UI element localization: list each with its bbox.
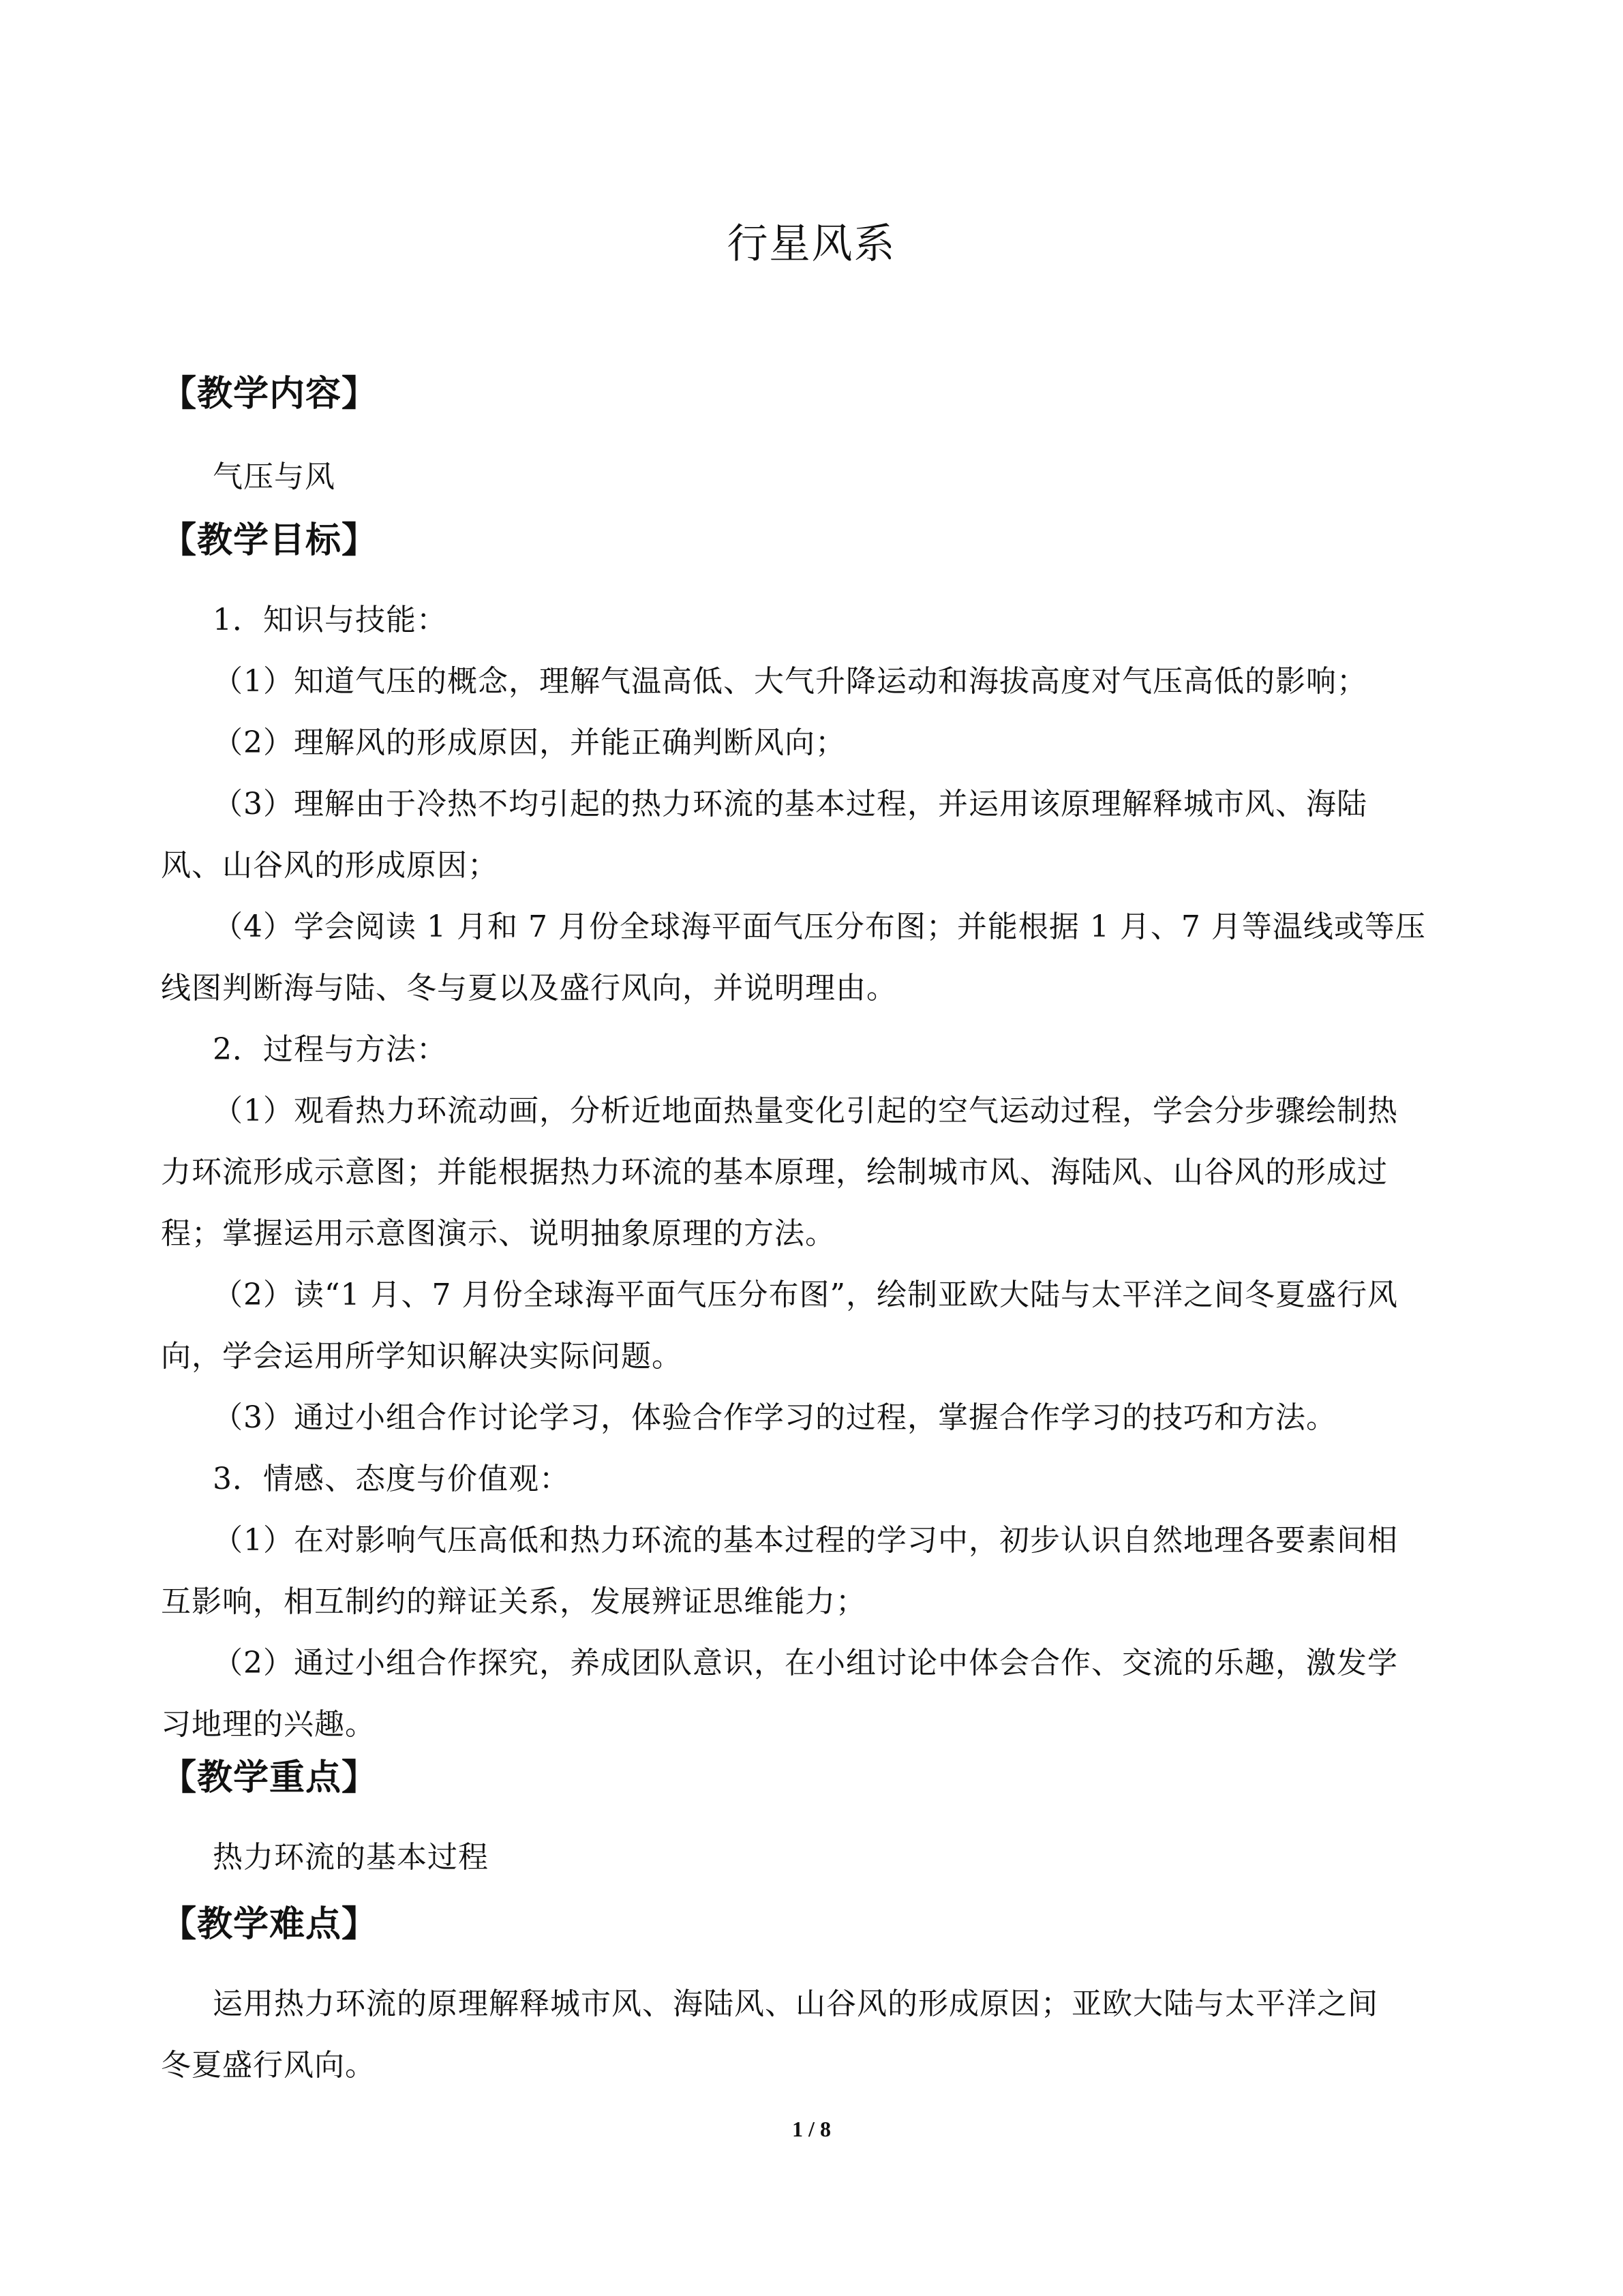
- objective-line: （2）读“1 月、7 月份全球海平面气压分布图”，绘制亚欧大陆与太平洋之间冬夏盛行风: [213, 1278, 1398, 1312]
- objective-line: 2．过程与方法：: [213, 1032, 447, 1067]
- objective-line: （3）通过小组合作讨论学习，体验合作学习的过程，掌握合作学习的技巧和方法。: [213, 1400, 1337, 1435]
- objective-line: （1）观看热力环流动画，分析近地面热量变化引起的空气运动过程，学会分步骤绘制热: [213, 1093, 1398, 1128]
- difficulties-line: 运用热力环流的原理解释城市风、海陆风、山谷风的形成原因；亚欧大陆与太平洋之间: [213, 1987, 1378, 2021]
- page-number: 1 / 8: [792, 2117, 831, 2141]
- heading-difficulties: 【教学难点】: [161, 1904, 378, 1945]
- page-title: 行星风系: [727, 220, 896, 268]
- objective-line: （2）通过小组合作探究，养成团队意识，在小组讨论中体会合作、交流的乐趣，激发学: [213, 1646, 1398, 1680]
- objective-line: （4）学会阅读 1 月和 7 月份全球海平面气压分布图；并能根据 1 月、7 月等温线或等压: [213, 909, 1426, 944]
- heading-teaching-objectives: 【教学目标】: [161, 520, 378, 561]
- objective-line: （1）知道气压的概念，理解气温高低、大气升降运动和海拔高度对气压高低的影响；: [213, 664, 1367, 699]
- teaching-content-text: 气压与风: [213, 459, 335, 494]
- objective-line: 力环流形成示意图；并能根据热力环流的基本原理，绘制城市风、海陆风、山谷风的形成过: [161, 1155, 1388, 1190]
- objective-line: 互影响，相互制约的辩证关系，发展辨证思维能力；: [161, 1584, 866, 1619]
- heading-key-points: 【教学重点】: [161, 1757, 378, 1798]
- objective-line: 1．知识与技能：: [213, 603, 447, 637]
- heading-teaching-content: 【教学内容】: [161, 374, 378, 414]
- key-points-text: 热力环流的基本过程: [213, 1840, 489, 1875]
- objective-line: 习地理的兴趣。: [161, 1707, 376, 1742]
- objective-line: 3．情感、态度与价值观：: [213, 1462, 570, 1496]
- difficulties-line: 冬夏盛行风向。: [161, 2048, 376, 2083]
- objective-line: 程；掌握运用示意图演示、说明抽象原理的方法。: [161, 1216, 836, 1251]
- objective-line: （1）在对影响气压高低和热力环流的基本过程的学习中，初步认识自然地理各要素间相: [213, 1523, 1398, 1558]
- objective-line: 向，学会运用所学知识解决实际问题。: [161, 1339, 682, 1374]
- objective-line: （2）理解风的形成原因，并能正确判断风向；: [213, 725, 846, 760]
- objective-line: 风、山谷风的形成原因；: [161, 848, 498, 883]
- objective-line: （3）理解由于冷热不均引起的热力环流的基本过程，并运用该原理解释城市风、海陆: [213, 787, 1367, 821]
- objective-line: 线图判断海与陆、冬与夏以及盛行风向，并说明理由。: [161, 971, 897, 1006]
